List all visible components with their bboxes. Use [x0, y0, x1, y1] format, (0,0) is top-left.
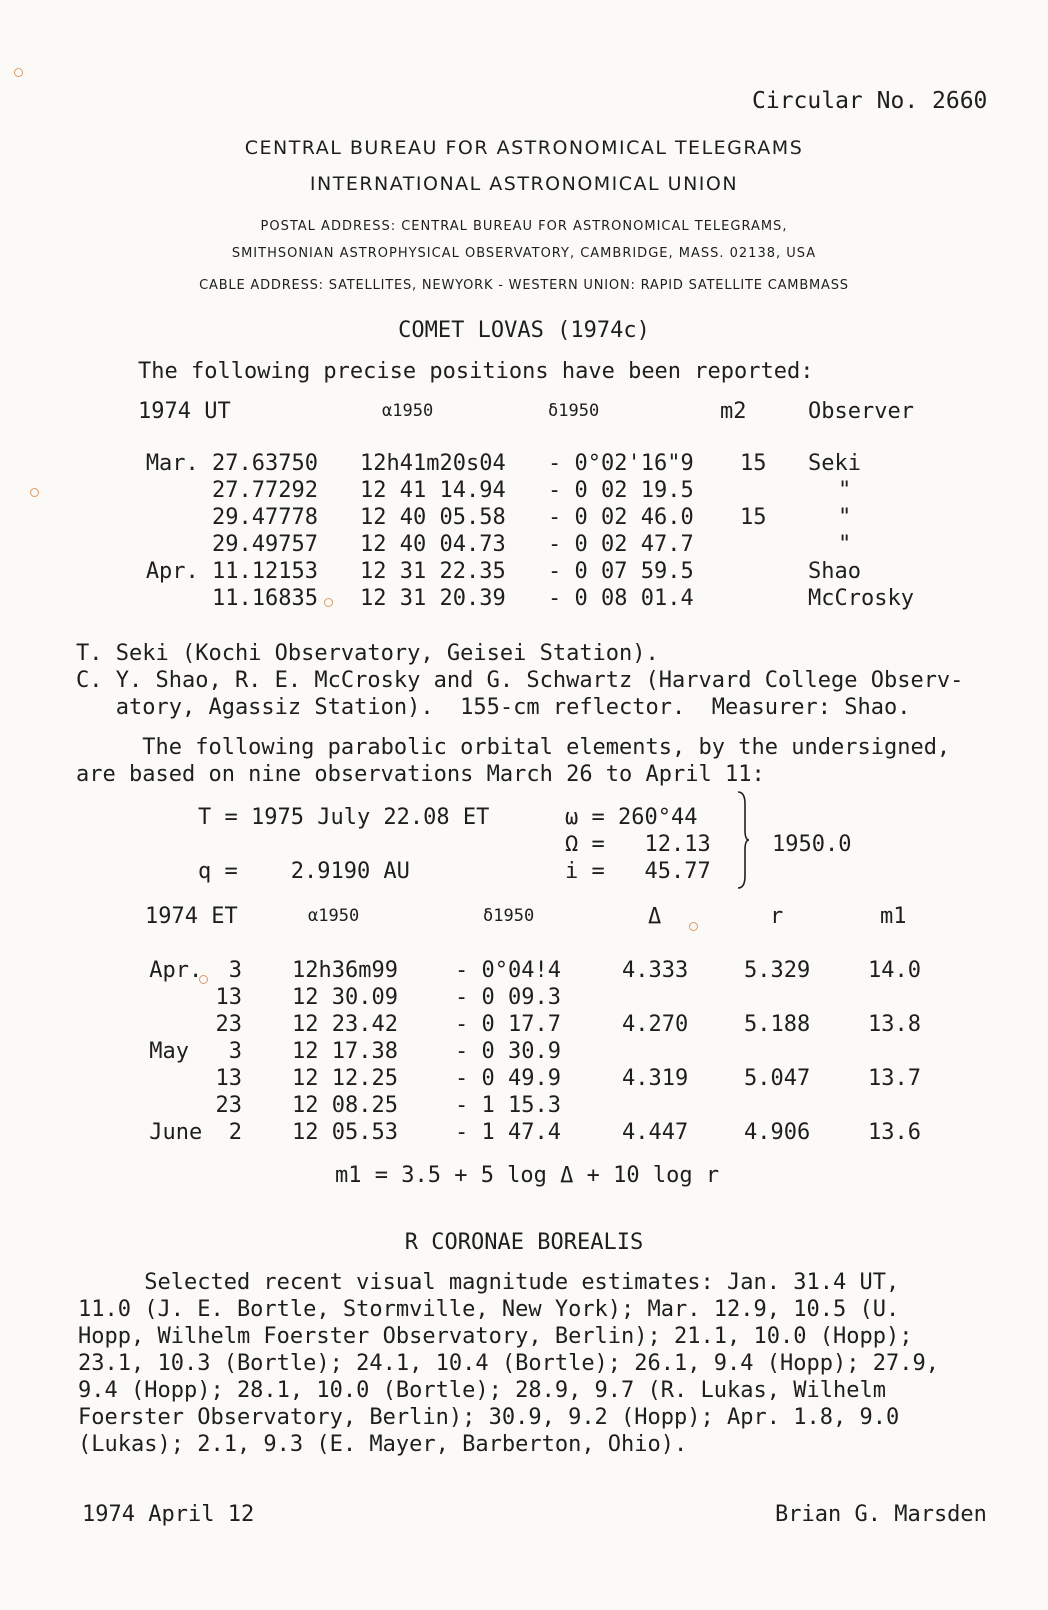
dec-cell: - 0°02'16"9 [548, 451, 694, 476]
positions-intro: The following precise positions have been reported: [138, 359, 814, 384]
observer-cell: McCrosky [808, 586, 914, 611]
rcrb-paragraph-line: Foerster Observatory, Berlin); 30.9, 9.2 (Hopp); Apr. 1.8, 9.0 [78, 1405, 900, 1430]
dec-cell: - 0 07 59.5 [548, 559, 694, 584]
element-equinox: 1950.0 [772, 832, 852, 857]
date-cell: 23 [215, 1012, 242, 1037]
date-cell: Apr. 3 [149, 958, 242, 983]
dec-cell: - 1 15.3 [455, 1093, 561, 1118]
ra-cell: 12 23.42 [292, 1012, 398, 1037]
stain-mark [30, 488, 39, 497]
ra-cell: 12 31 20.39 [360, 586, 506, 611]
ra-cell: 12h36m99 [292, 958, 398, 983]
positions-header-row [0, 398, 914, 425]
observer-cell: Shao [808, 559, 861, 584]
observer-cell: Seki [808, 451, 861, 476]
header-cell: 1974 UT [138, 399, 231, 424]
table-row [0, 1038, 940, 1065]
bureau-title: CENTRAL BUREAU FOR ASTRONOMICAL TELEGRAMS [244, 137, 804, 159]
header-cell: δ1950 [548, 401, 600, 421]
time-cell: 11.16835 [212, 586, 318, 611]
stain-mark [689, 922, 698, 931]
time-cell: 29.47778 [212, 505, 318, 530]
table-row [0, 477, 900, 504]
date-cell: June 2 [149, 1120, 242, 1145]
element-q: q = 2.9190 AU [198, 859, 410, 884]
r-cell: 4.906 [744, 1120, 811, 1145]
rcrb-title: R CORONAE BOREALIS [404, 1230, 644, 1255]
ra-cell: 12 30.09 [292, 985, 398, 1010]
ra-cell: 12 17.38 [292, 1039, 398, 1064]
delta-cell: 4.333 [622, 958, 689, 983]
union-title: INTERNATIONAL ASTRONOMICAL UNION [309, 173, 739, 195]
circular-number: Circular No. 2660 [752, 88, 988, 114]
header-cell: m1 [880, 904, 907, 929]
table-row [0, 531, 900, 558]
dec-cell: - 0 08 01.4 [548, 586, 694, 611]
rcrb-paragraph-line: 9.4 (Hopp); 28.1, 10.0 (Bortle); 28.9, 9.7 (R. Lukas, Wilhelm [78, 1378, 886, 1403]
header-cell: α1950 [308, 906, 360, 926]
table-row [0, 558, 900, 585]
rcrb-paragraph-line: 23.1, 10.3 (Bortle); 24.1, 10.4 (Bortle); 26.1, 9.4 (Hopp); 27.9, [78, 1351, 939, 1376]
dec-cell: - 0 17.7 [455, 1012, 561, 1037]
element-omega: ω = 260°44 [565, 805, 698, 830]
rcrb-paragraph-line: 11.0 (J. E. Bortle, Stormville, New York); Mar. 12.9, 10.5 (U. [78, 1297, 900, 1322]
dec-cell: - 0 02 46.0 [548, 505, 694, 530]
ra-cell: 12 41 14.94 [360, 478, 506, 503]
header-cell: Observer [808, 399, 914, 424]
header-cell: δ1950 [483, 906, 535, 926]
time-cell: 27.77292 [212, 478, 318, 503]
mag-cell: 13.6 [868, 1120, 921, 1145]
date-cell: 13 [215, 1066, 242, 1091]
orbit-intro: are based on nine observations March 26 to April 11: [76, 762, 765, 787]
rcrb-paragraph-line: Selected recent visual magnitude estimates: Jan. 31.4 UT, [78, 1270, 900, 1295]
cable-address: CABLE ADDRESS: SATELLITES, NEWYORK - WESTERN UNION: RAPID SATELLITE CAMBMASS [199, 278, 849, 293]
ra-cell: 12 40 04.73 [360, 532, 506, 557]
table-row [0, 1065, 940, 1092]
r-cell: 5.329 [744, 958, 811, 983]
dec-cell: - 0 09.3 [455, 985, 561, 1010]
time-cell: Mar. 27.63750 [145, 451, 318, 476]
date-cell: May 3 [149, 1039, 242, 1064]
header-cell: 1974 ET [145, 904, 238, 929]
header-cell: α1950 [382, 401, 434, 421]
observer-note: C. Y. Shao, R. E. McCrosky and G. Schwartz (Harvard College Observ- [76, 668, 964, 693]
mag-cell: 15 [740, 451, 767, 476]
dec-cell: - 1 47.4 [455, 1120, 561, 1145]
ra-cell: 12 08.25 [292, 1093, 398, 1118]
time-cell: 29.49757 [212, 532, 318, 557]
time-cell: Apr. 11.12153 [145, 559, 318, 584]
date-cell: 23 [215, 1093, 242, 1118]
ra-cell: 12h41m20s04 [360, 451, 506, 476]
mag-cell: 15 [740, 505, 767, 530]
rcrb-paragraph-line: Hopp, Wilhelm Foerster Observatory, Berlin); 21.1, 10.0 (Hopp); [78, 1324, 913, 1349]
delta-cell: 4.319 [622, 1066, 689, 1091]
ra-cell: 12 05.53 [292, 1120, 398, 1145]
rcrb-paragraph-line: (Lukas); 2.1, 9.3 (E. Mayer, Barberton, Ohio). [78, 1432, 688, 1457]
stain-mark [199, 975, 208, 984]
element-node: Ω = 12.13 [565, 832, 711, 857]
table-row [0, 1119, 940, 1146]
dec-cell: - 0 49.9 [455, 1066, 561, 1091]
table-row [0, 1092, 940, 1119]
stain-mark [14, 68, 23, 77]
header-cell: Δ [648, 904, 662, 929]
dec-cell: - 0 30.9 [455, 1039, 561, 1064]
table-row [0, 504, 900, 531]
observer-cell: " [838, 505, 852, 530]
signature: Brian G. Marsden [775, 1502, 987, 1527]
dec-cell: - 0 02 47.7 [548, 532, 694, 557]
ephemeris-table [0, 903, 921, 1146]
comet-title: COMET LOVAS (1974c) [398, 318, 650, 343]
ephemeris-header-row [0, 903, 940, 930]
orbit-intro: The following parabolic orbital elements, by the undersigned, [76, 735, 951, 760]
header-cell: m2 [720, 399, 747, 424]
positions-table [0, 398, 914, 614]
dec-cell: - 0°04!4 [455, 958, 561, 983]
r-cell: 5.188 [744, 1012, 811, 1037]
date-cell: 13 [215, 985, 242, 1010]
mag-cell: 13.8 [868, 1012, 921, 1037]
postal-address-line1: POSTAL ADDRESS: CENTRAL BUREAU FOR ASTRONOMICAL TELEGRAMS, [260, 219, 788, 234]
ra-cell: 12 12.25 [292, 1066, 398, 1091]
postal-address-line2: SMITHSONIAN ASTROPHYSICAL OBSERVATORY, CAMBRIDGE, MASS. 02138, USA [231, 246, 817, 261]
mag-cell: 14.0 [868, 958, 921, 983]
stain-mark [324, 598, 333, 607]
issue-date: 1974 April 12 [82, 1502, 255, 1527]
observer-note: T. Seki (Kochi Observatory, Geisei Station). [76, 641, 659, 666]
ra-cell: 12 40 05.58 [360, 505, 506, 530]
observer-cell: " [838, 532, 852, 557]
observer-note: atory, Agassiz Station). 155-cm reflector. Measurer: Shao. [76, 695, 911, 720]
element-T: T = 1975 July 22.08 ET [198, 805, 490, 830]
header-cell: r [770, 904, 784, 929]
delta-cell: 4.270 [622, 1012, 689, 1037]
element-inclination: i = 45.77 [565, 859, 711, 884]
brace-icon [736, 790, 750, 890]
dec-cell: - 0 02 19.5 [548, 478, 694, 503]
table-row [0, 984, 940, 1011]
ra-cell: 12 31 22.35 [360, 559, 506, 584]
table-row [0, 450, 900, 477]
observer-cell: " [838, 478, 852, 503]
delta-cell: 4.447 [622, 1120, 689, 1145]
table-row [0, 1011, 940, 1038]
mag-cell: 13.7 [868, 1066, 921, 1091]
magnitude-formula: m1 = 3.5 + 5 log Δ + 10 log r [335, 1163, 720, 1188]
r-cell: 5.047 [744, 1066, 811, 1091]
table-row [0, 957, 940, 984]
table-row [0, 585, 914, 612]
